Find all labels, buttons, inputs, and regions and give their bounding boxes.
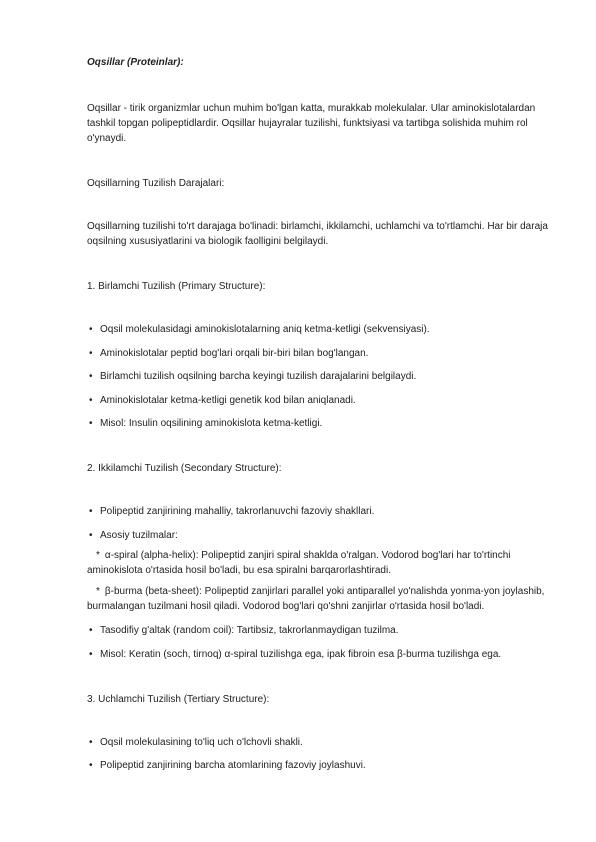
intro-paragraph: Oqsillar - tirik organizmlar uchun muhim bo'lgan katta, murakkab molekulalar. Ular aminokislotalardan tashkil topgan polipeptidlardir. Oqsillar hujayralar tuzilishi, funktsiyasi va tartibga solishida muhim rol o'ynaydi.	[87, 103, 536, 144]
list-item-text: Misol: Keratin (soch, tirnoq) α-spiral tuzilishga ega, ipak fibroin esa β-burma tuzilishga ega.	[100, 648, 502, 660]
list-item-text: Aminokislotalar peptid bog'lari orqali bir-biri bilan bog'langan.	[100, 347, 369, 359]
list-item-text: Polipeptid zanjirining mahalliy, takrorlanuvchi fazoviy shakllari.	[100, 506, 375, 517]
list-item	[87, 346, 557, 361]
sub-item-text: α-spiral (alpha-helix): Polipeptid zanjiri spiral shaklda o'ralgan. Vodorod bog'lari har to'rtinchi aminokislota o'rtasida hosil bo'ladi, bu esa spiralni barqarorlashtiradi.	[87, 550, 511, 576]
list-item-text: Oqsil molekulasidagi aminokislotalarning aniq ketma-ketligi (sekvensiyasi).	[100, 324, 430, 335]
asterisk-icon: *	[96, 586, 100, 597]
primary-structure-heading: 1. Birlamchi Tuzilish (Primary Structure):	[87, 281, 266, 292]
list-item-text: Oqsil molekulasining to'liq uch o'lchovli shakli.	[100, 736, 303, 748]
bullet-icon: •	[89, 347, 93, 359]
tertiary-structure-list	[87, 735, 557, 774]
bullet-icon: •	[89, 371, 93, 382]
list-item	[87, 416, 557, 431]
bullet-icon: •	[89, 625, 93, 636]
sub-item-beta-sheet	[87, 584, 557, 614]
bullet-icon: •	[89, 506, 93, 517]
list-item	[87, 735, 557, 750]
sub-item-text: β-burma (beta-sheet): Polipeptid zanjirlari parallel yoki antiparallel yo'nalishda yonma-yon joylashib, burmalangan tuzilmani hosil qiladi. Vodorod bog'lari qo'shni zanjirlar o'rtasida hosil bo'ladi.	[87, 586, 545, 612]
bullet-icon: •	[89, 760, 93, 771]
document-page	[87, 55, 557, 803]
list-item	[87, 322, 557, 337]
document-title: Oqsillar (Proteinlar):	[87, 57, 184, 68]
sub-item-alpha-helix	[87, 548, 557, 578]
primary-structure-list	[87, 322, 557, 431]
levels-intro-paragraph: Oqsillarning tuzilishi to'rt darajaga bo'linadi: birlamchi, ikkilamchi, uchlamchi va to'rtlamchi. Har bir daraja oqsilning xususiyatlarini va biologik faolligini belgilaydi.	[87, 221, 548, 247]
list-item-text: Birlamchi tuzilish oqsilning barcha keyingi tuzilish darajalarini belgilaydi.	[100, 371, 417, 382]
list-item	[87, 528, 557, 543]
bullet-icon: •	[89, 736, 93, 748]
list-item	[87, 623, 557, 638]
list-item-text: Tasodifiy g'altak (random coil): Tartibsiz, takrorlanmaydigan tuzilma.	[100, 625, 399, 636]
bullet-icon: •	[89, 394, 93, 406]
bullet-icon: •	[89, 324, 93, 335]
list-item	[87, 393, 557, 408]
asterisk-icon: *	[96, 550, 100, 561]
list-item	[87, 369, 557, 384]
list-item-text: Misol: Insulin oqsilining aminokislota ketma-ketligi.	[100, 418, 323, 429]
list-item	[87, 504, 557, 519]
list-item-text: Asosiy tuzilmalar:	[100, 529, 178, 541]
bullet-icon: •	[89, 529, 93, 541]
list-item	[87, 758, 557, 773]
secondary-structure-heading: 2. Ikkilamchi Tuzilish (Secondary Structure):	[87, 463, 282, 474]
list-item-text: Aminokislotalar ketma-ketligi genetik kod bilan aniqlanadi.	[100, 394, 356, 406]
list-item	[87, 647, 557, 662]
levels-heading: Oqsillarning Tuzilish Darajalari:	[87, 178, 225, 189]
tertiary-structure-heading: 3. Uchlamchi Tuzilish (Tertiary Structure):	[87, 693, 270, 705]
bullet-icon: •	[89, 418, 93, 429]
bullet-icon: •	[89, 648, 93, 660]
secondary-structure-list	[87, 504, 557, 662]
list-item-text: Polipeptid zanjirining barcha atomlarining fazoviy joylashuvi.	[100, 760, 366, 771]
